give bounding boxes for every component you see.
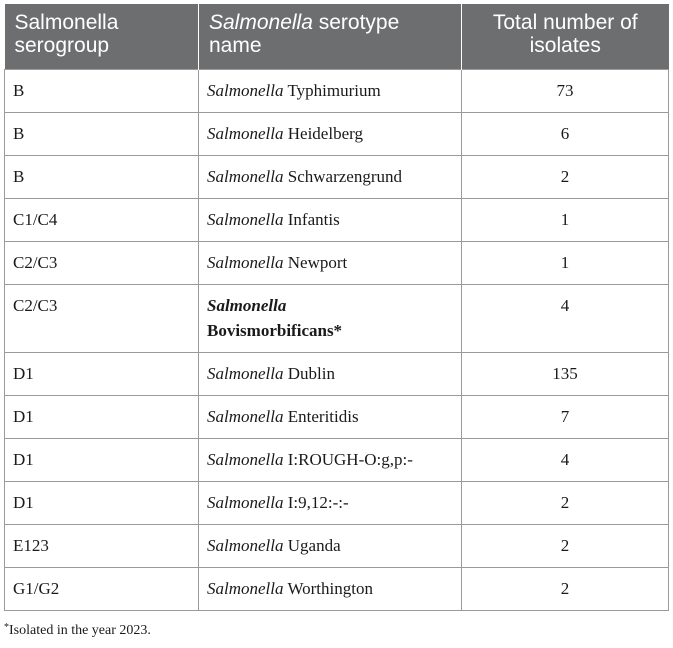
cell-serotype-name: Heidelberg bbox=[283, 123, 363, 143]
cell-total: 2 bbox=[462, 155, 669, 198]
cell-serotype-name: Newport bbox=[283, 252, 348, 272]
cell-genus: Salmonella bbox=[207, 492, 284, 512]
cell-genus: Salmonella bbox=[207, 209, 284, 229]
cell-serogroup: E123 bbox=[5, 524, 199, 567]
table-row bbox=[5, 567, 669, 610]
cell-serogroup: B bbox=[5, 155, 199, 198]
cell-total: 2 bbox=[462, 524, 669, 567]
cell-genus: Salmonella bbox=[207, 295, 287, 315]
cell-genus: Salmonella bbox=[207, 363, 284, 383]
serotype-table bbox=[4, 4, 669, 611]
table-footnote bbox=[4, 622, 151, 639]
table-header-row bbox=[5, 4, 669, 69]
cell-serogroup: D1 bbox=[5, 352, 199, 395]
cell-total: 6 bbox=[462, 112, 669, 155]
cell-serotype bbox=[199, 284, 462, 352]
cell-total: 2 bbox=[462, 481, 669, 524]
header-serogroup: Salmonella serogroup bbox=[5, 4, 199, 69]
cell-genus: Salmonella bbox=[207, 166, 284, 186]
cell-total: 4 bbox=[462, 438, 669, 481]
cell-total: 2 bbox=[462, 567, 669, 610]
table-row bbox=[5, 395, 669, 438]
cell-total: 7 bbox=[462, 395, 669, 438]
cell-serotype bbox=[199, 69, 462, 112]
cell-serotype-name: Worthington bbox=[283, 578, 373, 598]
cell-serotype bbox=[199, 438, 462, 481]
header-serotype-rest: serotype name bbox=[209, 11, 400, 57]
cell-serotype bbox=[199, 241, 462, 284]
footnote-marker: * bbox=[4, 622, 9, 633]
cell-total: 4 bbox=[462, 284, 669, 352]
cell-serotype bbox=[199, 567, 462, 610]
table-row bbox=[5, 241, 669, 284]
header-serotype-genus: Salmonella bbox=[209, 11, 313, 34]
cell-serotype-name: Enteritidis bbox=[283, 406, 359, 426]
cell-genus: Salmonella bbox=[207, 123, 284, 143]
cell-genus: Salmonella bbox=[207, 80, 284, 100]
table-row bbox=[5, 352, 669, 395]
cell-genus: Salmonella bbox=[207, 406, 284, 426]
cell-serogroup: B bbox=[5, 69, 199, 112]
table-row bbox=[5, 284, 669, 352]
table-row bbox=[5, 481, 669, 524]
cell-genus: Salmonella bbox=[207, 578, 284, 598]
cell-serotype-name: Infantis bbox=[283, 209, 340, 229]
cell-serotype bbox=[199, 524, 462, 567]
cell-total: 1 bbox=[462, 198, 669, 241]
cell-serogroup: D1 bbox=[5, 395, 199, 438]
cell-serotype-name: Schwarzengrund bbox=[283, 166, 402, 186]
table-row bbox=[5, 198, 669, 241]
footnote-text: Isolated in the year 2023. bbox=[9, 623, 151, 638]
cell-serotype bbox=[199, 352, 462, 395]
cell-serotype bbox=[199, 112, 462, 155]
cell-total: 73 bbox=[462, 69, 669, 112]
cell-serotype-name: Dublin bbox=[283, 363, 335, 383]
cell-serotype bbox=[199, 198, 462, 241]
cell-serotype-name: I:ROUGH-O:g,p:- bbox=[283, 449, 413, 469]
cell-genus: Salmonella bbox=[207, 449, 284, 469]
cell-serogroup: C2/C3 bbox=[5, 284, 199, 352]
cell-serogroup: G1/G2 bbox=[5, 567, 199, 610]
cell-serotype-name: Typhimurium bbox=[283, 80, 381, 100]
cell-serogroup: D1 bbox=[5, 481, 199, 524]
cell-serotype bbox=[199, 481, 462, 524]
cell-serogroup: B bbox=[5, 112, 199, 155]
cell-total: 1 bbox=[462, 241, 669, 284]
header-serotype-name bbox=[199, 4, 462, 69]
header-total-isolates: Total number of isolates bbox=[462, 4, 669, 69]
cell-serotype-name: I:9,12:-:- bbox=[283, 492, 349, 512]
cell-serotype bbox=[199, 395, 462, 438]
cell-serogroup: C2/C3 bbox=[5, 241, 199, 284]
table-row bbox=[5, 155, 669, 198]
table-row bbox=[5, 524, 669, 567]
cell-genus: Salmonella bbox=[207, 535, 284, 555]
cell-serotype bbox=[199, 155, 462, 198]
cell-total: 135 bbox=[462, 352, 669, 395]
table-row bbox=[5, 69, 669, 112]
cell-serogroup: D1 bbox=[5, 438, 199, 481]
serotype-table-container bbox=[4, 4, 668, 611]
cell-genus: Salmonella bbox=[207, 252, 284, 272]
cell-serogroup: C1/C4 bbox=[5, 198, 199, 241]
table-row bbox=[5, 438, 669, 481]
cell-serotype-name: Bovismorbificans* bbox=[207, 320, 343, 340]
cell-serotype-name: Uganda bbox=[283, 535, 341, 555]
table-row bbox=[5, 112, 669, 155]
